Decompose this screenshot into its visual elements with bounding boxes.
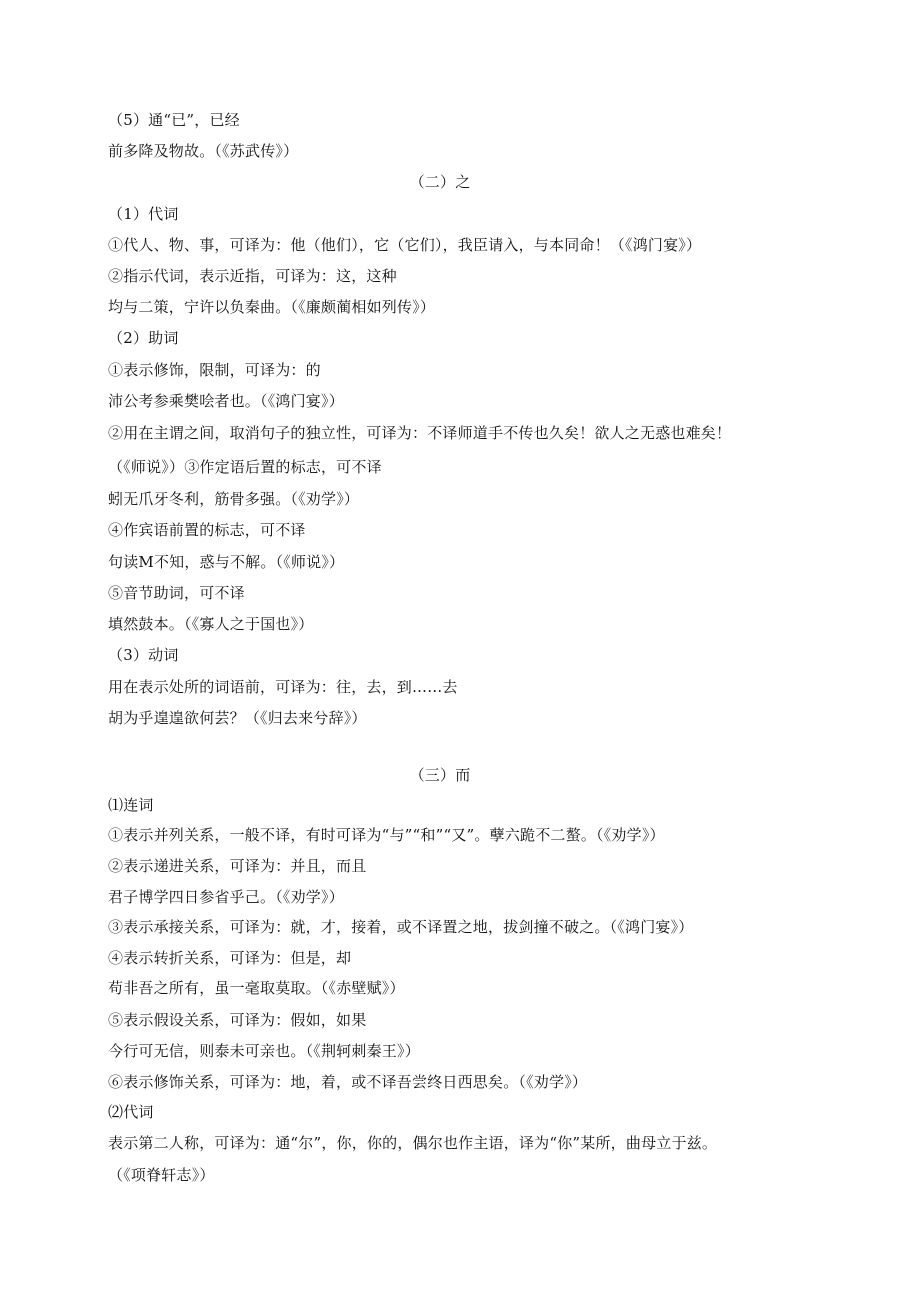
text-line: ⑴连词 [108, 796, 154, 814]
text-line: 苟非吾之所有，虽一毫取莫取。（《赤壁赋》） [108, 979, 405, 997]
text-line: 沛公考参乘樊哙者也。（《鸿门宴》） [108, 392, 344, 410]
section-heading: （三）而 [409, 766, 471, 784]
text-line: 君子博学四日参省乎己。（《劝学》） [108, 888, 344, 906]
text-line: 填然鼓本。（《寡人之于国也》） [108, 615, 314, 633]
text-line: 今行可无信，则泰未可亲也。（《荆轲刺秦王》） [108, 1042, 420, 1060]
text-line: 用在表示处所的词语前，可译为：往，去，到……去 [108, 678, 458, 696]
text-line: 前多降及物故。（《苏武传》） [108, 142, 299, 160]
text-line: ⑥表示修饰关系，可译为：地，着，或不译吾尝终日西思矣。（《劝学》） [108, 1073, 588, 1091]
text-line: 句读M不知，惑与不解。（《师说》） [108, 553, 345, 571]
text-line: ④表示转折关系，可译为：但是，却 [108, 949, 352, 967]
text-line: ①表示并列关系，一般不译，有时可译为“与”“和”“又”。孽六跪不二螯。（《劝学》） [108, 826, 665, 844]
text-line: ⑵代词 [108, 1103, 154, 1121]
text-line: ③表示承接关系，可译为：就，才，接着，或不译置之地，拔剑撞不破之。（《鸿门宴》） [108, 918, 694, 936]
text-line: （《项脊轩志》） [108, 1166, 215, 1184]
text-line: ②表示递进关系，可译为：并且，而且 [108, 857, 367, 875]
section-heading: （二）之 [409, 173, 471, 191]
text-line: ⑤表示假设关系，可译为：假如，如果 [108, 1011, 367, 1029]
text-line: 胡为乎遑遑欲何芸？（《归去来兮辞》） [108, 709, 367, 727]
text-line: ①表示修饰，限制，可译为：的 [108, 361, 321, 379]
text-line: 均与二策，宁许以负秦曲。（《廉颇蔺相如列传》） [108, 298, 436, 316]
text-line: （5）通“已”，已经 [108, 111, 240, 129]
text-line: ④作宾语前置的标志，可不译 [108, 521, 306, 539]
text-line: ①代人、物、事，可译为：他（他们），它（它们），我臣请入，与本同命！（《鸿门宴》） [108, 236, 702, 254]
text-line: 蚓无爪牙冬利，筋骨多强。（《劝学》） [108, 490, 360, 508]
text-line: （《师说》）③作定语后置的标志，可不译 [108, 458, 382, 476]
text-line: ⑤音节助词，可不译 [108, 584, 245, 602]
text-line: 表示第二人称，可译为：通“尔”，你，你的，偶尔也作主语，译为“你”某所，曲母立于兹。 [108, 1134, 718, 1152]
text-line: ②指示代词，表示近指，可译为：这，这种 [108, 267, 397, 285]
text-line: （1）代词 [108, 205, 179, 223]
text-line: （2）助词 [108, 329, 179, 347]
text-line: ②用在主谓之间，取消句子的独立性，可译为：不译师道手不传也久矣！欲人之无惑也难矣！ [108, 424, 732, 442]
text-line: （3）动词 [108, 646, 179, 664]
